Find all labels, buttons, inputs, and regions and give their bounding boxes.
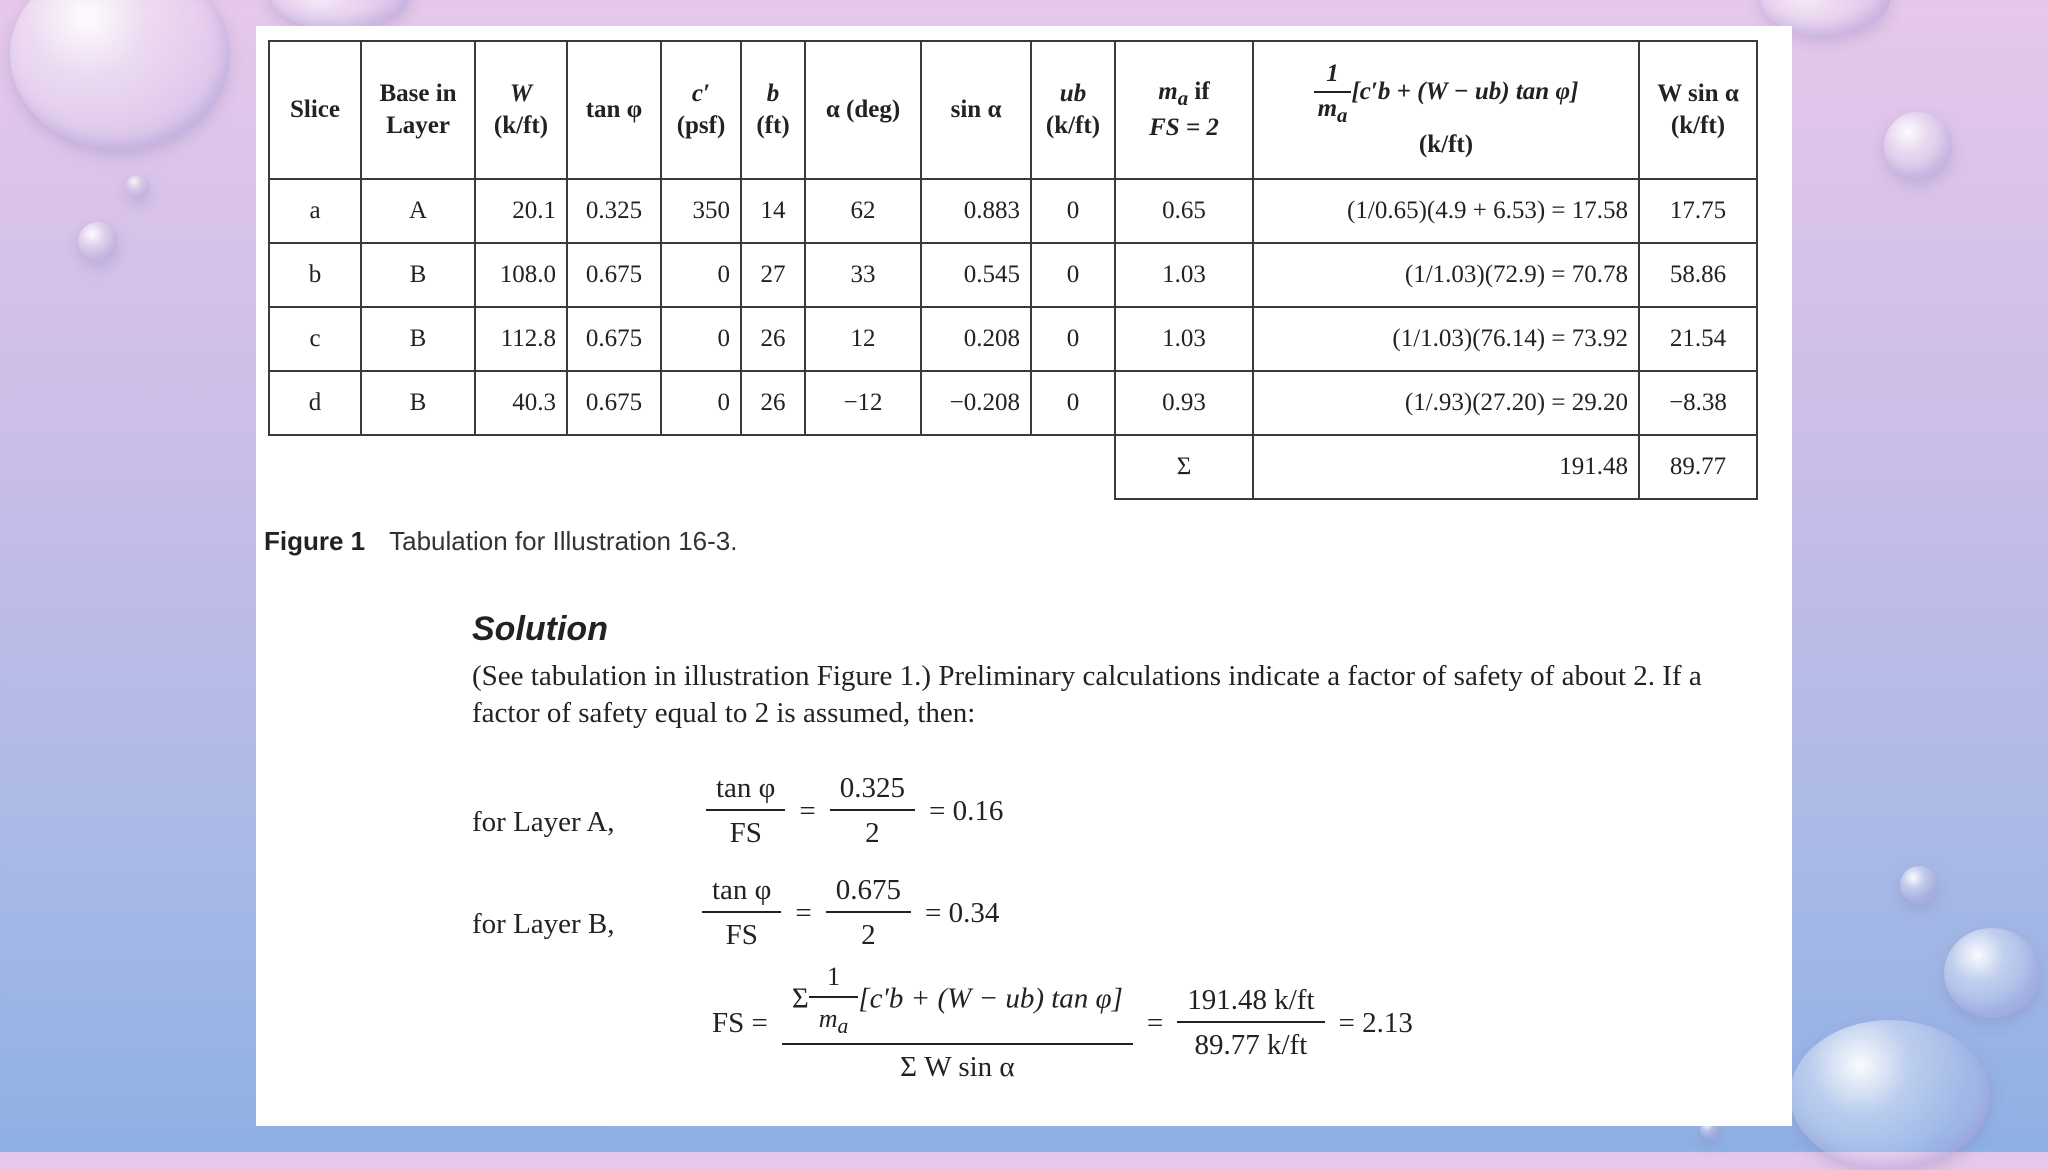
cell-layer: B xyxy=(361,307,475,371)
table-row xyxy=(269,307,1757,371)
numerator: 1 xyxy=(809,962,859,998)
denominator: 2 xyxy=(861,919,876,951)
equation-result: = 0.34 xyxy=(925,896,1000,929)
equation-expression xyxy=(706,772,1003,850)
one-over-ma xyxy=(809,962,859,1039)
cell-b: 26 xyxy=(741,371,805,435)
cell-ma: 1.03 xyxy=(1115,307,1253,371)
fraction xyxy=(1177,984,1324,1062)
sigma-symbol: Σ xyxy=(791,982,809,1015)
equation-expression xyxy=(712,962,1413,1084)
col-slice: Slice xyxy=(269,41,361,179)
equation-label: for Layer A, xyxy=(472,806,615,838)
equation-expression xyxy=(702,874,999,952)
cell-layer: A xyxy=(361,179,475,243)
denominator: $m_a$ xyxy=(818,1004,849,1039)
cell-wsin: 58.86 xyxy=(1639,243,1757,307)
cell-c: 0 xyxy=(661,371,741,435)
table-header-row xyxy=(269,41,1757,179)
cell-b: 14 xyxy=(741,179,805,243)
denominator: FS xyxy=(725,919,758,951)
cell-wsin: 21.54 xyxy=(1639,307,1757,371)
sum-symbol: Σ xyxy=(1115,435,1253,499)
bubble-decoration xyxy=(1790,1020,1990,1170)
bubble-decoration xyxy=(1944,928,2040,1018)
col-w: W (k/ft) xyxy=(475,41,567,179)
cell-slice: c xyxy=(269,307,361,371)
equation-label: for Layer B, xyxy=(472,908,615,940)
equals-sign: = xyxy=(799,794,816,827)
numerator xyxy=(782,962,1133,1045)
cell-tan: 0.675 xyxy=(567,243,661,307)
bubble-decoration xyxy=(10,0,230,150)
cell-w: 108.0 xyxy=(475,243,567,307)
fraction xyxy=(706,772,785,850)
cell-tan: 0.325 xyxy=(567,179,661,243)
tabulation-table xyxy=(268,40,1758,500)
figure-caption-text: Tabulation for Illustration 16-3. xyxy=(389,526,738,556)
cell-w: 40.3 xyxy=(475,371,567,435)
cell-b: 27 xyxy=(741,243,805,307)
col-tan-phi: tan φ xyxy=(567,41,661,179)
cell-b: 26 xyxy=(741,307,805,371)
cell-wsin: −8.38 xyxy=(1639,371,1757,435)
equation-layer-a xyxy=(472,772,1372,872)
cell-alpha: −12 xyxy=(805,371,921,435)
cell-tan: 0.675 xyxy=(567,371,661,435)
cell-expr: (1/1.03)(76.14) = 73.92 xyxy=(1253,307,1639,371)
cell-slice: a xyxy=(269,179,361,243)
solution-heading: Solution xyxy=(472,610,608,648)
cell-tan: 0.675 xyxy=(567,307,661,371)
denominator: FS xyxy=(729,817,762,849)
sum-row xyxy=(269,435,1757,499)
col-alpha: α (deg) xyxy=(805,41,921,179)
cell-slice: b xyxy=(269,243,361,307)
sum-expr: 191.48 xyxy=(1253,435,1639,499)
equation-result: = 0.16 xyxy=(929,794,1004,827)
cell-c: 0 xyxy=(661,243,741,307)
figure-label: Figure 1 xyxy=(264,526,366,556)
cell-c: 350 xyxy=(661,179,741,243)
bracket-expression: [c′b + (W − ub) tan φ] xyxy=(858,982,1123,1015)
equation-factor-of-safety xyxy=(712,962,1712,1122)
equation-layer-b xyxy=(472,874,1372,974)
equals-sign: = xyxy=(795,896,812,929)
table-row xyxy=(269,179,1757,243)
cell-sin: 0.883 xyxy=(921,179,1031,243)
cell-ub: 0 xyxy=(1031,243,1115,307)
col-c-prime: c′ (psf) xyxy=(661,41,741,179)
numerator: 0.675 xyxy=(826,874,911,913)
slide-content xyxy=(256,26,1792,1126)
cell-ma: 0.93 xyxy=(1115,371,1253,435)
fraction xyxy=(782,962,1133,1084)
bubble-decoration xyxy=(126,175,150,199)
table-row xyxy=(269,243,1757,307)
col-b: b (ft) xyxy=(741,41,805,179)
col-w-sin-alpha: W sin α (k/ft) xyxy=(1639,41,1757,179)
denominator: 89.77 k/ft xyxy=(1194,1029,1308,1062)
col-ub: ub (k/ft) xyxy=(1031,41,1115,179)
equation-result: = 2.13 xyxy=(1338,1006,1413,1039)
figure-caption xyxy=(264,526,737,557)
denominator: Σ W sin α xyxy=(900,1051,1015,1084)
cell-slice: d xyxy=(269,371,361,435)
cell-w: 112.8 xyxy=(475,307,567,371)
numerator: tan φ xyxy=(706,772,785,811)
cell-sin: −0.208 xyxy=(921,371,1031,435)
cell-alpha: 62 xyxy=(805,179,921,243)
blank-cell xyxy=(269,435,1115,499)
cell-sin: 0.545 xyxy=(921,243,1031,307)
cell-ub: 0 xyxy=(1031,371,1115,435)
cell-expr: (1/0.65)(4.9 + 6.53) = 17.58 xyxy=(1253,179,1639,243)
bubble-decoration xyxy=(1884,112,1952,180)
bubble-decoration xyxy=(78,222,118,262)
bubble-decoration xyxy=(1900,866,1938,904)
col-base-layer: Base in Layer xyxy=(361,41,475,179)
cell-c: 0 xyxy=(661,307,741,371)
col-ma: $m_a$ if FS = 2 xyxy=(1115,41,1253,179)
cell-alpha: 12 xyxy=(805,307,921,371)
cell-ma: 1.03 xyxy=(1115,243,1253,307)
cell-w: 20.1 xyxy=(475,179,567,243)
cell-expr: (1/1.03)(72.9) = 70.78 xyxy=(1253,243,1639,307)
table-row xyxy=(269,371,1757,435)
fraction xyxy=(830,772,915,850)
fraction xyxy=(702,874,781,952)
one-over-ma: $\frac{1}{m_a}$ xyxy=(1314,58,1352,129)
cell-wsin: 17.75 xyxy=(1639,179,1757,243)
denominator: 2 xyxy=(865,817,880,849)
cell-layer: B xyxy=(361,371,475,435)
solution-paragraph: (See tabulation in illustration Figure 1.) Preliminary calculations indicate a factor of safety of about 2. If a factor of safety equal to 2 is assumed, then: xyxy=(472,660,1702,729)
cell-sin: 0.208 xyxy=(921,307,1031,371)
cell-ub: 0 xyxy=(1031,179,1115,243)
cell-ub: 0 xyxy=(1031,307,1115,371)
col-sin-alpha: sin α xyxy=(921,41,1031,179)
cell-alpha: 33 xyxy=(805,243,921,307)
cell-expr: (1/.93)(27.20) = 29.20 xyxy=(1253,371,1639,435)
col-expression: $\frac{1}{m_a}$ [c′b + (W − ub) tan φ] (k/ft) xyxy=(1253,41,1639,179)
numerator: 0.325 xyxy=(830,772,915,811)
cell-ma: 0.65 xyxy=(1115,179,1253,243)
sum-wsin: 89.77 xyxy=(1639,435,1757,499)
equals-sign: = xyxy=(1146,1006,1164,1039)
equation-lhs: FS = xyxy=(712,1006,768,1039)
fraction xyxy=(826,874,911,952)
numerator: 191.48 k/ft xyxy=(1177,984,1324,1023)
numerator: tan φ xyxy=(702,874,781,913)
cell-layer: B xyxy=(361,243,475,307)
